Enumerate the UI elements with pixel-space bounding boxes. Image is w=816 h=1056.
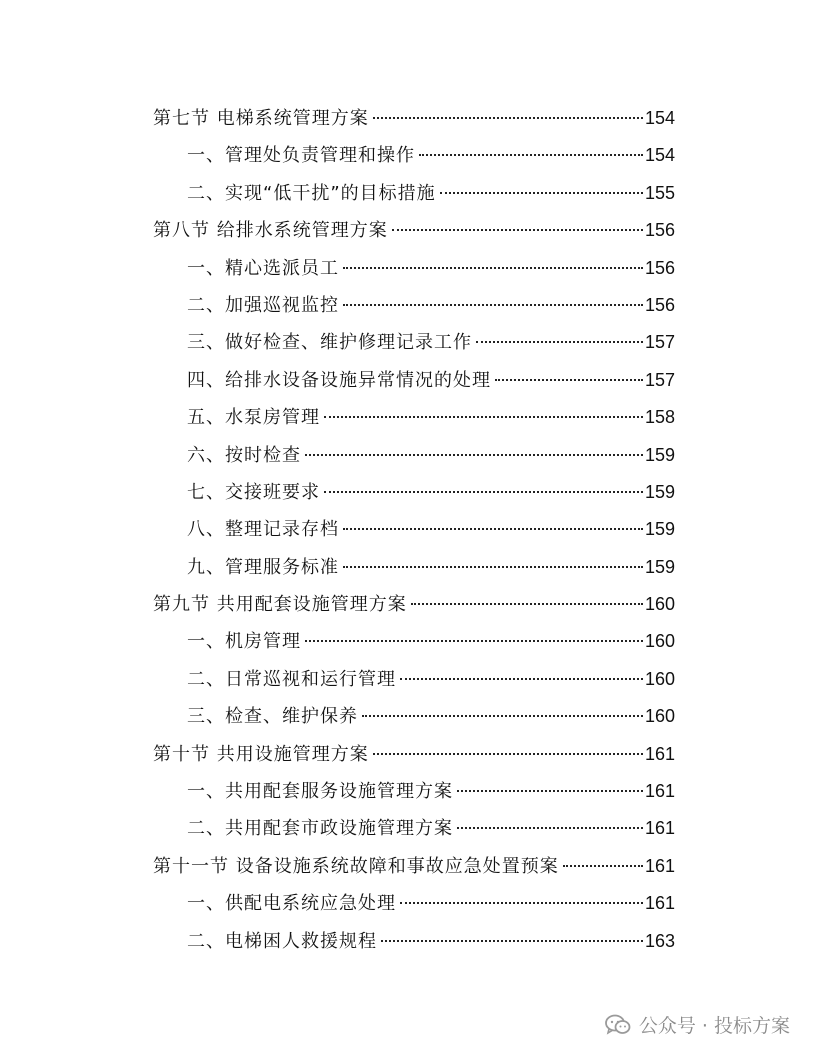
- toc-entry-title: 一、供配电系统应急处理: [187, 893, 396, 915]
- toc-subsection-entry[interactable]: [153, 137, 675, 174]
- toc-entry-title: 九、管理服务标准: [187, 556, 339, 578]
- toc-entry-page-number: 161: [644, 818, 675, 839]
- toc-entry-page-number: 156: [644, 257, 675, 278]
- toc-dot-leader: [305, 454, 643, 456]
- toc-entry-title: 五、水泵房管理: [187, 407, 320, 429]
- toc-subsection-entry[interactable]: [153, 773, 675, 810]
- toc-entry-title: 二、共用配套市政设施管理方案: [187, 818, 453, 840]
- toc-entry-page-number: 161: [644, 893, 675, 914]
- toc-dot-leader: [343, 528, 643, 530]
- toc-entry-page-number: 154: [644, 145, 675, 166]
- toc-dot-leader: [362, 715, 643, 717]
- toc-subsection-entry[interactable]: [153, 437, 675, 474]
- toc-dot-leader: [392, 229, 643, 231]
- toc-entry-page-number: 160: [644, 631, 675, 652]
- toc-dot-leader: [563, 865, 643, 867]
- toc-dot-leader: [343, 304, 643, 306]
- toc-dot-leader: [324, 491, 643, 493]
- toc-dot-leader: [324, 416, 643, 418]
- toc-entry-page-number: 159: [644, 481, 675, 502]
- toc-entry-title: 八、整理记录存档: [187, 519, 339, 541]
- toc-dot-leader: [373, 117, 643, 119]
- toc-subsection-entry[interactable]: [153, 474, 675, 511]
- toc-subsection-entry[interactable]: [153, 399, 675, 436]
- watermark: [605, 1011, 790, 1038]
- toc-dot-leader: [343, 566, 643, 568]
- toc-subsection-entry[interactable]: [153, 287, 675, 324]
- toc-subsection-entry[interactable]: [153, 810, 675, 847]
- toc-entry-page-number: 159: [644, 519, 675, 540]
- toc-dot-leader: [457, 790, 643, 792]
- wechat-icon: [605, 1014, 631, 1036]
- toc-entry-title: 二、电梯困人救援规程: [187, 930, 377, 952]
- toc-entry-title: 二、日常巡视和运行管理: [187, 668, 396, 690]
- toc-entry-page-number: 156: [644, 220, 675, 241]
- toc-section-entry[interactable]: [153, 736, 675, 773]
- toc-subsection-entry[interactable]: [153, 661, 675, 698]
- toc-subsection-entry[interactable]: [153, 250, 675, 287]
- toc-entry-page-number: 163: [644, 930, 675, 951]
- toc-entry-page-number: 161: [644, 855, 675, 876]
- toc-entry-title: 六、按时检查: [187, 444, 301, 466]
- toc-entry-page-number: 160: [644, 706, 675, 727]
- toc-dot-leader: [343, 267, 643, 269]
- toc-subsection-entry[interactable]: [153, 362, 675, 399]
- toc-entry-title: 三、检查、维护保养: [187, 706, 358, 728]
- toc-section-entry[interactable]: [153, 586, 675, 623]
- toc-entry-page-number: 158: [644, 407, 675, 428]
- toc-section-entry[interactable]: [153, 848, 675, 885]
- toc-entry-page-number: 157: [644, 369, 675, 390]
- toc-subsection-entry[interactable]: [153, 175, 675, 212]
- toc-entry-title: 四、给排水设备设施异常情况的处理: [187, 369, 491, 391]
- toc-entry-title: 一、机房管理: [187, 631, 301, 653]
- toc-entry-title: 三、做好检查、维护修理记录工作: [187, 332, 472, 354]
- toc-entry-page-number: 154: [644, 108, 675, 128]
- toc-entry-title: 第九节 共用配套设施管理方案: [153, 594, 407, 616]
- toc-entry-title: 第八节 给排水系统管理方案: [153, 220, 388, 242]
- toc-entry-title: 二、实现“低干扰”的目标措施: [187, 182, 436, 204]
- toc-entry-page-number: 155: [644, 182, 675, 203]
- toc-section-entry[interactable]: [153, 100, 675, 137]
- toc-entry-page-number: 156: [644, 294, 675, 315]
- toc-entry-title: 一、共用配套服务设施管理方案: [187, 781, 453, 803]
- toc-dot-leader: [440, 192, 643, 194]
- toc-entry-title: 七、交接班要求: [187, 481, 320, 503]
- toc-dot-leader: [457, 827, 643, 829]
- toc-dot-leader: [400, 902, 643, 904]
- toc-subsection-entry[interactable]: [153, 923, 675, 960]
- toc-entry-page-number: 160: [644, 668, 675, 689]
- toc-subsection-entry[interactable]: [153, 885, 675, 922]
- toc-dot-leader: [495, 379, 643, 381]
- toc-entry-title: 第七节 电梯系统管理方案: [153, 108, 369, 129]
- toc-dot-leader: [305, 640, 643, 642]
- toc-entry-title: 一、管理处负责管理和操作: [187, 145, 415, 167]
- toc-dot-leader: [419, 154, 643, 156]
- toc-subsection-entry[interactable]: [153, 549, 675, 586]
- toc-subsection-entry[interactable]: [153, 511, 675, 548]
- toc-entry-page-number: 160: [644, 594, 675, 615]
- table-of-contents: [153, 100, 675, 960]
- toc-dot-leader: [476, 341, 643, 343]
- toc-entry-page-number: 157: [644, 332, 675, 353]
- toc-entry-page-number: 159: [644, 444, 675, 465]
- watermark-text: 公众号 · 投标方案: [638, 1015, 790, 1037]
- toc-dot-leader: [411, 603, 643, 605]
- toc-entry-page-number: 161: [644, 743, 675, 764]
- toc-subsection-entry[interactable]: [153, 324, 675, 361]
- toc-dot-leader: [373, 753, 643, 755]
- toc-entry-title: 第十节 共用设施管理方案: [153, 743, 369, 765]
- toc-dot-leader: [400, 678, 643, 680]
- toc-entry-title: 第十一节 设备设施系统故障和事故应急处置预案: [153, 855, 559, 877]
- toc-subsection-entry[interactable]: [153, 698, 675, 735]
- toc-subsection-entry[interactable]: [153, 623, 675, 660]
- toc-dot-leader: [381, 940, 643, 942]
- toc-section-entry[interactable]: [153, 212, 675, 249]
- toc-entry-page-number: 159: [644, 556, 675, 577]
- toc-entry-title: 一、精心选派员工: [187, 257, 339, 279]
- toc-entry-title: 二、加强巡视监控: [187, 294, 339, 316]
- toc-entry-page-number: 161: [644, 781, 675, 802]
